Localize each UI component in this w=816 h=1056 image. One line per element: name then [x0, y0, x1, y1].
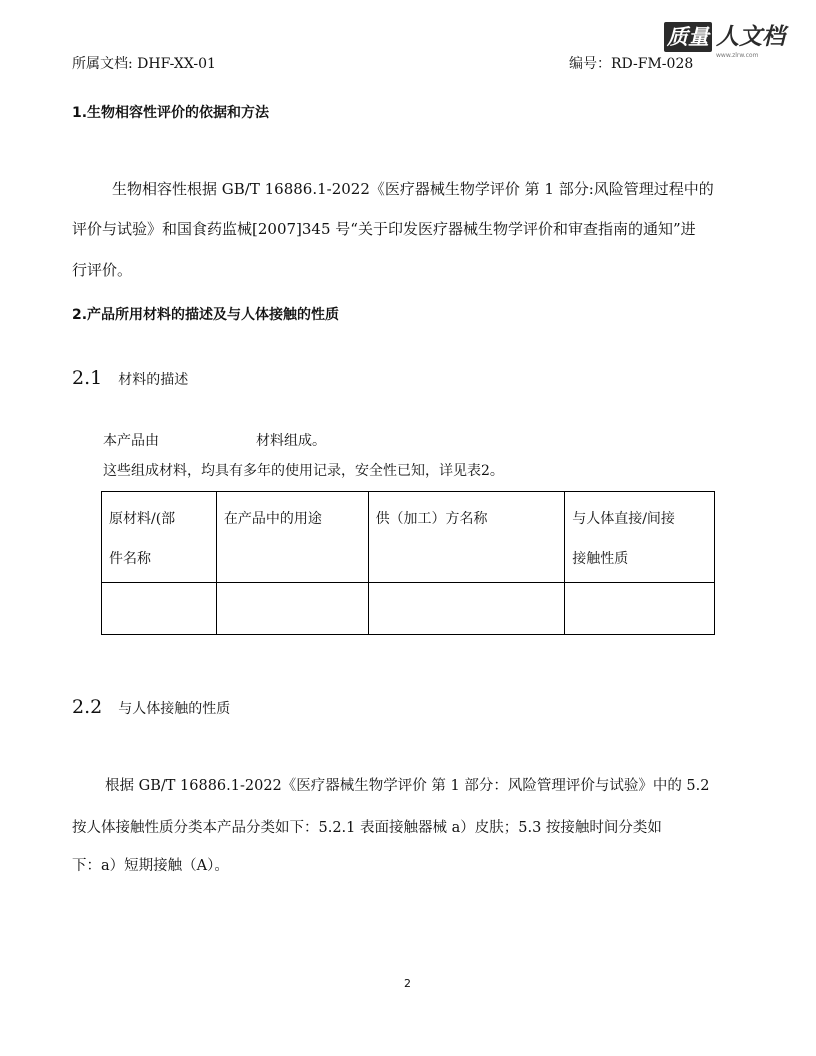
table-header-row	[102, 492, 715, 583]
doc-reference: 所属文档: DHF-XX-01	[72, 56, 216, 72]
header-cell-contact: 与人体直接/间接 接触性质	[565, 492, 715, 583]
s22-para-line-1: 根据 GB/T 16886.1-2022《医疗器械生物学评价 第 1 部分：风险管理评价与试验》中的 5.2	[105, 778, 710, 794]
s22-para-line-2: 按人体接触性质分类本产品分类如下：5.2.1 表面接触器械 a）皮肤；5.3 按接触时间分类如	[72, 820, 662, 836]
logo-text: 人文档	[716, 24, 785, 50]
brand-logo	[664, 22, 804, 62]
doc-number: 编号：RD-FM-028	[569, 56, 694, 72]
section-2-1-number: 2.1	[72, 367, 103, 389]
section-2-title: 2.产品所用材料的描述及与人体接触的性质	[72, 307, 340, 323]
logo-url: www.zlrw.com	[716, 52, 759, 59]
s21-line-1a: 本产品由	[103, 433, 159, 449]
table-cell	[102, 583, 217, 635]
table-cell	[216, 583, 368, 635]
section-2-2-number: 2.2	[72, 696, 103, 718]
page-number: 2	[404, 977, 411, 990]
header-cell-usage: 在产品中的用途	[216, 492, 368, 583]
table-cell	[368, 583, 565, 635]
s1-para-line-1: 生物相容性根据 GB/T 16886.1-2022《医疗器械生物学评价 第 1 部分:风险管理过程中的	[112, 180, 714, 198]
header-cell-material: 原材料/(部 件名称	[102, 492, 217, 583]
section-2-1-heading	[72, 367, 188, 389]
section-2-2-heading	[72, 696, 230, 718]
s1-para-line-2: 评价与试验》和国食药监械[2007]345 号“关于印发医疗器械生物学评价和审查指南的通知”进	[72, 220, 696, 238]
logo-mark: 质量	[664, 22, 712, 52]
section-1-title: 1.生物相容性评价的依据和方法	[72, 105, 270, 121]
table-row	[102, 583, 715, 635]
material-table	[101, 491, 715, 635]
s21-line-1b: 材料组成。	[256, 433, 326, 449]
table-cell	[565, 583, 715, 635]
section-2-2-title: 与人体接触的性质	[118, 701, 231, 717]
s22-para-line-3: 下：a）短期接触（A）。	[72, 858, 229, 874]
header-cell-supplier: 供（加工）方名称	[368, 492, 565, 583]
s21-line-2: 这些组成材料，均具有多年的使用记录，安全性已知，详见表2。	[103, 463, 504, 479]
s1-para-line-3: 行评价。	[72, 261, 133, 279]
section-2-1-title: 材料的描述	[118, 372, 189, 388]
